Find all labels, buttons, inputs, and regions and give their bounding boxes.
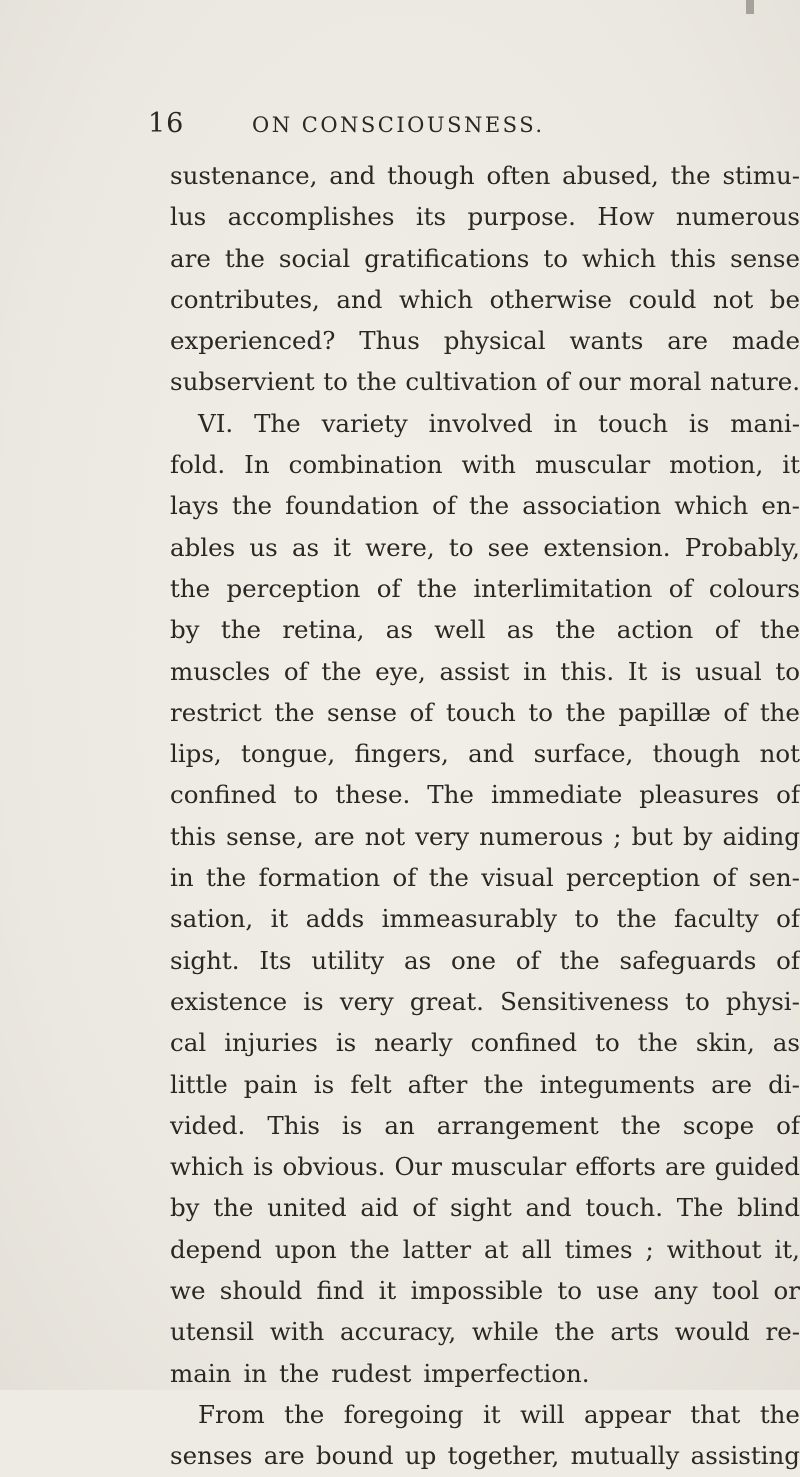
text-line: lus accomplishes its purpose. How numerous	[170, 202, 800, 232]
text-line: restrict the sense of touch to the papillæ of the	[170, 697, 800, 727]
text-line: we should find it impossible to use any tool or	[170, 1276, 800, 1306]
text-line: muscles of the eye, assist in this. It is usual to	[170, 656, 800, 686]
text-line: From the foregoing it will appear that the	[198, 1399, 800, 1429]
text-line: main in the rudest imperfection.	[170, 1358, 590, 1388]
text-line: depend upon the latter at all times ; without it,	[170, 1234, 800, 1264]
page-edge-mark	[746, 0, 754, 14]
text-line: cal injuries is nearly confined to the skin, as	[170, 1028, 800, 1058]
page-number: 16	[148, 108, 185, 139]
text-line: contributes, and which otherwise could not be	[170, 284, 800, 314]
text-line: this sense, are not very numerous ; but by aiding	[170, 821, 800, 851]
text-line: confined to these. The immediate pleasures of	[170, 780, 800, 810]
text-line: vided. This is an arrangement the scope of	[170, 1110, 800, 1140]
text-line: utensil with accuracy, while the arts would re-	[170, 1317, 800, 1347]
text-line: which is obvious. Our muscular efforts are guided	[170, 1152, 800, 1182]
text-line: sustenance, and though often abused, the stimu-	[170, 161, 800, 190]
text-line: subservient to the cultivation of our moral nature.	[170, 367, 800, 397]
text-line: fold. In combination with muscular motion, it	[170, 450, 800, 480]
text-line: lips, tongue, fingers, and surface, though not	[170, 739, 800, 769]
text-line: VI. The variety involved in touch is mani-	[198, 408, 800, 438]
text-line: ables us as it were, to see extension. Probably,	[170, 532, 800, 562]
page-header	[148, 108, 708, 148]
text-line: the perception of the interlimitation of colours	[170, 573, 800, 603]
text-line: sight. Its utility as one of the safeguards of	[170, 945, 800, 975]
text-line: sation, it adds immeasurably to the faculty of	[170, 904, 800, 934]
text-line: lays the foundation of the association which en-	[170, 491, 800, 521]
text-line: little pain is felt after the integuments are di-	[170, 1069, 800, 1099]
text-line: senses are bound up together, mutually assisting	[170, 1441, 800, 1471]
body-text	[170, 155, 800, 1477]
text-line: experienced? Thus physical wants are made	[170, 326, 800, 356]
text-line: are the social gratifications to which this sense	[170, 243, 800, 273]
text-line: existence is very great. Sensitiveness to physi-	[170, 986, 800, 1016]
text-line: by the retina, as well as the action of the	[170, 615, 800, 645]
text-line: by the united aid of sight and touch. The blind	[170, 1193, 800, 1223]
text-line: in the formation of the visual perception of sen-	[170, 863, 800, 893]
running-head: ON CONSCIOUSNESS.	[252, 113, 545, 137]
